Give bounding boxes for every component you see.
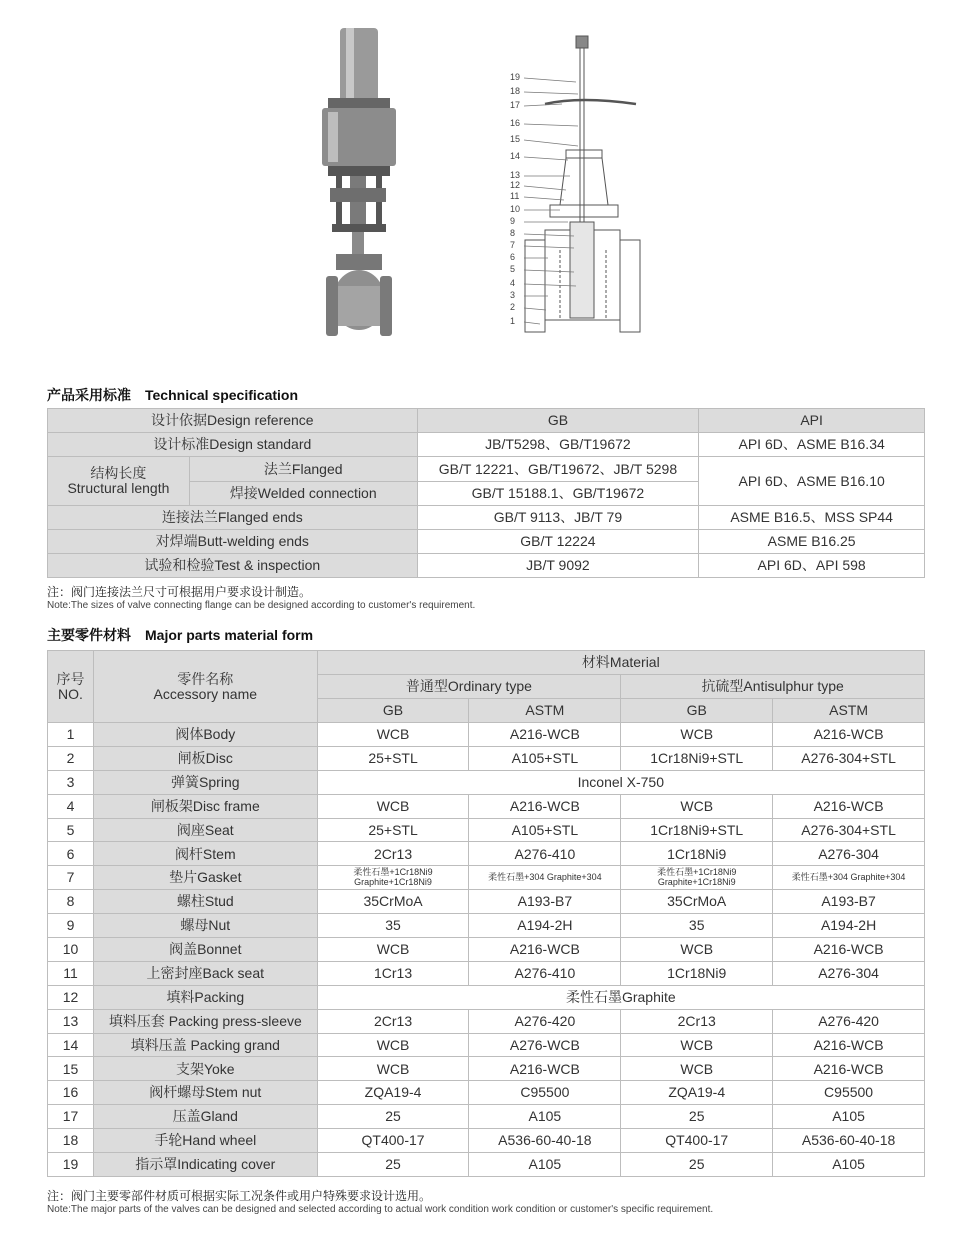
gb-header: GB [417,409,699,433]
ordinary-gb: ZQA19-4 [317,1081,469,1105]
part-name: 闸板Disc [93,746,317,770]
parts-row [48,818,925,842]
antisulphur-astm: A105 [773,1153,925,1177]
ordinary-astm: A276-WCB [469,1033,621,1057]
ordinary-astm: A216-WCB [469,794,621,818]
ordinary-astm: A194-2H [469,914,621,938]
tech-spec-title-en: Technical specification [145,387,299,403]
ordinary-gb: WCB [317,1033,469,1057]
parts-row [48,938,925,962]
tech-spec-table [47,408,925,578]
parts-row [48,866,925,890]
ordinary-astm: A536-60-40-18 [469,1129,621,1153]
design-reference-label: 设计依据Design reference [48,409,418,433]
part-name: 弹簧Spring [93,770,317,794]
parts-title-en: Major parts material form [145,627,314,643]
material-header: 材料Material [317,651,924,675]
antisulphur-gb: ZQA19-4 [621,1081,773,1105]
parts-row [48,794,925,818]
part-number-label: 8 [510,228,516,238]
parts-row [48,770,925,794]
antisulphur-astm: C95500 [773,1081,925,1105]
ordinary-astm: A193-B7 [469,890,621,914]
ordinary-gb: WCB [317,723,469,747]
parts-title-cn: 主要零件材料 [47,627,131,643]
ordinary-gb: WCB [317,794,469,818]
part-material-all: Inconel X-750 [317,770,924,794]
parts-row [48,1057,925,1081]
part-number-label: 14 [510,151,521,161]
ordinary-astm: A276-410 [469,961,621,985]
part-name: 指示罩Indicating cover [93,1153,317,1177]
part-number-label: 18 [510,86,521,96]
part-number-label: 16 [510,118,521,128]
part-no: 17 [48,1105,94,1129]
antisulphur-type-header: 抗硫型Antisulphur type [621,675,925,699]
ordinary-gb: 25+STL [317,818,469,842]
antisulphur-astm: A276-304+STL [773,818,925,842]
antisulphur-astm: A536-60-40-18 [773,1129,925,1153]
parts-row [48,1009,925,1033]
part-number-label: 1 [510,316,516,326]
antisulphur-astm: A276-304 [773,961,925,985]
part-no: 11 [48,961,94,985]
part-number-label: 17 [510,100,521,110]
part-no: 5 [48,818,94,842]
part-number-labels [510,72,520,326]
antisulphur-gb: WCB [621,1033,773,1057]
part-no: 15 [48,1057,94,1081]
parts-row [48,1129,925,1153]
parts-row [48,985,925,1009]
ordinary-astm: C95500 [469,1081,621,1105]
tech-row-design-standard: 设计标准Design standard JB/T5298、GB/T19672 API 6D、ASME B16.34 [48,433,925,457]
parts-header-row-3: GB ASTM GB ASTM [48,699,925,723]
antisulphur-astm: A216-WCB [773,794,925,818]
ordinary-gb: WCB [317,938,469,962]
accessory-name-header: 零件名称 Accessory name [93,651,317,723]
antisulphur-gb: QT400-17 [621,1129,773,1153]
ordinary-astm: A216-WCB [469,1057,621,1081]
antisulphur-gb: 2Cr13 [621,1009,773,1033]
parts-row [48,746,925,770]
antisulphur-gb: 1Cr18Ni9+STL [621,818,773,842]
antisulphur-astm: A216-WCB [773,1033,925,1057]
ordinary-gb: 35 [317,914,469,938]
part-name: 支架Yoke [93,1057,317,1081]
antisulphur-gb: 1Cr18Ni9 [621,961,773,985]
part-no: 16 [48,1081,94,1105]
ordinary-gb: 2Cr13 [317,1009,469,1033]
antisulphur-astm: A105 [773,1105,925,1129]
antisulphur-gb: 1Cr18Ni9+STL [621,746,773,770]
tech-row-flanged-ends: 连接法兰Flanged ends GB/T 9113、JB/T 79 ASME B16.5、MSS SP44 [48,506,925,530]
part-no: 8 [48,890,94,914]
part-number-label: 15 [510,134,521,144]
parts-row [48,961,925,985]
part-name: 螺母Nut [93,914,317,938]
part-name: 压盖Gland [93,1105,317,1129]
antisulphur-gb: 25 [621,1153,773,1177]
part-no: 10 [48,938,94,962]
part-number-label: 2 [510,302,516,312]
parts-row [48,1105,925,1129]
parts-row [48,1033,925,1057]
part-name: 垫片Gasket [93,866,317,890]
ordinary-astm: A216-WCB [469,938,621,962]
part-no: 6 [48,842,94,866]
part-no: 1 [48,723,94,747]
antisulphur-astm: A216-WCB [773,938,925,962]
parts-row [48,723,925,747]
part-no: 9 [48,914,94,938]
part-number-label: 3 [510,290,516,300]
part-number-label: 5 [510,264,516,274]
ordinary-gb: 1Cr13 [317,961,469,985]
tech-spec-title-cn: 产品采用标准 [47,387,131,403]
part-name: 手轮Hand wheel [93,1129,317,1153]
part-no: 2 [48,746,94,770]
ordinary-gb: 35CrMoA [317,890,469,914]
part-name: 阀杆Stem [93,842,317,866]
ordinary-astm: A105 [469,1105,621,1129]
part-number-label: 9 [510,216,516,226]
ordinary-astm: 柔性石墨+304 Graphite+304 [469,866,621,890]
part-name: 阀体Body [93,723,317,747]
structural-length-label: 结构长度 Structural length [48,457,190,506]
ordinary-type-header: 普通型Ordinary type [317,675,621,699]
antisulphur-astm: 柔性石墨+304 Graphite+304 [773,866,925,890]
no-header: 序号 NO. [48,651,94,723]
part-number-label: 12 [510,180,521,190]
tech-spec-title [47,385,298,405]
parts-row [48,842,925,866]
tech-row-flanged: 结构长度 Structural length 法兰Flanged GB/T 12221、GB/T19672、JB/T 5298 API 6D、ASME B16.10 [48,457,925,482]
part-number-label: 6 [510,252,516,262]
tech-row-butt-welding: 对焊端Butt-welding ends GB/T 12224 ASME B16.25 [48,530,925,554]
ordinary-gb: 25 [317,1153,469,1177]
part-material-all: 柔性石墨Graphite [317,985,924,1009]
part-name: 阀座Seat [93,818,317,842]
part-name: 阀盖Bonnet [93,938,317,962]
parts-row [48,890,925,914]
antisulphur-astm: A193-B7 [773,890,925,914]
antisulphur-astm: A276-420 [773,1009,925,1033]
tech-header-row [48,409,925,433]
part-number-label: 19 [510,72,521,82]
part-no: 18 [48,1129,94,1153]
valve-section-drawing [524,36,640,332]
ordinary-gb: 25+STL [317,746,469,770]
tech-row-test: 试验和检验Test & inspection JB/T 9092 API 6D、API 598 [48,554,925,578]
parts-row [48,914,925,938]
ordinary-gb: 25 [317,1105,469,1129]
antisulphur-gb: WCB [621,794,773,818]
part-name: 闸板架Disc frame [93,794,317,818]
antisulphur-astm: A216-WCB [773,1057,925,1081]
ordinary-astm: A276-420 [469,1009,621,1033]
part-number-label: 7 [510,240,516,250]
parts-title [47,625,313,645]
valve-figures [0,0,960,360]
ordinary-astm: A105+STL [469,818,621,842]
part-number-label: 4 [510,278,516,288]
parts-note: 注：阀门主要零部件材质可根据实际工况条件或用户特殊要求设计选用。 Note:The major parts of the valves can be designed and selected according to actual work condition work condition or customer's specific requirement. [47,1189,714,1215]
part-no: 13 [48,1009,94,1033]
part-number-label: 11 [510,191,520,201]
ordinary-gb: QT400-17 [317,1129,469,1153]
antisulphur-gb: 柔性石墨+1Cr18Ni9 Graphite+1Cr18Ni9 [621,866,773,890]
antisulphur-gb: WCB [621,723,773,747]
tech-row-welded: 焊接Welded connection GB/T 15188.1、GB/T19672 [48,482,925,506]
antisulphur-gb: WCB [621,1057,773,1081]
ordinary-astm: A105 [469,1153,621,1177]
part-no: 19 [48,1153,94,1177]
tech-note: 注：阀门连接法兰尺寸可根据用户要求设计制造。 Note:The sizes of valve connecting flange can be designed according to customer's requirement. [47,585,476,611]
part-name: 填料压套 Packing press-sleeve [93,1009,317,1033]
part-name: 阀杆螺母Stem nut [93,1081,317,1105]
antisulphur-gb: 35 [621,914,773,938]
antisulphur-astm: A276-304 [773,842,925,866]
antisulphur-astm: A276-304+STL [773,746,925,770]
part-no: 3 [48,770,94,794]
antisulphur-astm: A216-WCB [773,723,925,747]
ordinary-astm: A276-410 [469,842,621,866]
part-no: 7 [48,866,94,890]
valve-photo [322,28,396,336]
api-header: API [699,409,925,433]
part-number-label: 10 [510,204,521,214]
parts-row [48,1153,925,1177]
part-name: 上密封座Back seat [93,961,317,985]
antisulphur-astm: A194-2H [773,914,925,938]
parts-header-row-1 [48,651,925,675]
antisulphur-gb: 25 [621,1105,773,1129]
ordinary-gb: WCB [317,1057,469,1081]
antisulphur-gb: 35CrMoA [621,890,773,914]
ordinary-gb: 柔性石墨+1Cr18Ni9 Graphite+1Cr18Ni9 [317,866,469,890]
antisulphur-gb: 1Cr18Ni9 [621,842,773,866]
part-no: 12 [48,985,94,1009]
part-name: 填料Packing [93,985,317,1009]
ordinary-gb: 2Cr13 [317,842,469,866]
parts-table [47,650,925,1177]
part-number-label: 13 [510,170,521,180]
parts-row [48,1081,925,1105]
ordinary-astm: A105+STL [469,746,621,770]
ordinary-astm: A216-WCB [469,723,621,747]
part-no: 14 [48,1033,94,1057]
part-name: 填料压盖 Packing grand [93,1033,317,1057]
antisulphur-gb: WCB [621,938,773,962]
part-no: 4 [48,794,94,818]
part-name: 螺柱Stud [93,890,317,914]
